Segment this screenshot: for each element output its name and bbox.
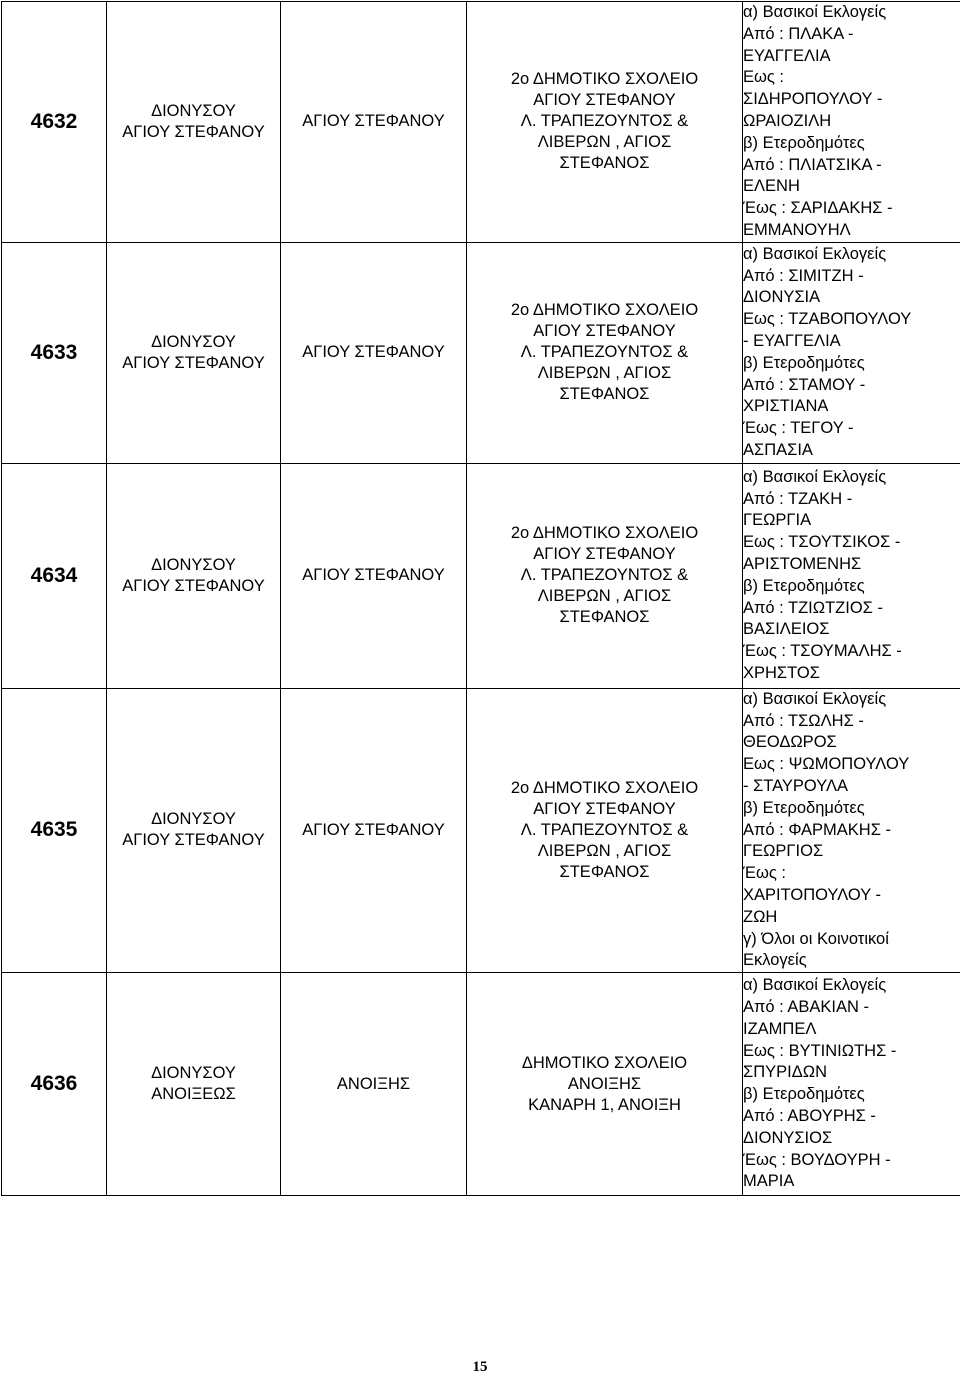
school-cell [467, 242, 743, 463]
voters-line: γ) Όλοι οι Κοινοτικοί [743, 929, 889, 948]
voters-line: Από : ΤΖΑΚΗ - [743, 489, 853, 508]
voters-line: α) Βασικοί Εκλογείς [743, 244, 887, 263]
school-line: ΑΝΟΙΞΗΣ [567, 1074, 642, 1093]
voters-line: α) Βασικοί Εκλογείς [743, 3, 887, 21]
school-line: ΣΤΕΦΑΝΟΣ [559, 862, 650, 881]
voters-line: ΕΥΑΓΓΕΛΙΑ [743, 46, 831, 65]
voters-line: - ΕΥΑΓΓΕΛΙΑ [743, 331, 841, 350]
voters-line: Έως : [743, 864, 786, 883]
voters-line: ΖΩΗ [743, 907, 778, 926]
district-cell: ΑΓΙΟΥ ΣΤΕΦΑΝΟΥ [281, 688, 467, 972]
station-number: 4633 [2, 242, 107, 463]
voters-line: ΕΛΕΝΗ [743, 177, 800, 196]
municipality-cell [107, 463, 281, 688]
municipality-cell [107, 688, 281, 972]
voters-line: ΣΙΔΗΡΟΠΟΥΛΟΥ - [743, 90, 883, 109]
voters-line: ΕΜΜΑΝΟΥΗΛ [743, 220, 851, 239]
school-line: ΛΙΒΕΡΩΝ , ΑΓΙΟΣ [537, 364, 672, 383]
voters-line: ΔΙΟΝΥΣΙΑ [743, 288, 821, 307]
municipality-line: ΑΓΙΟΥ ΣΤΕΦΑΝΟΥ [122, 576, 265, 595]
school-line: ΛΙΒΕΡΩΝ , ΑΓΙΟΣ [537, 133, 672, 152]
table-row [2, 688, 960, 972]
school-line: ΣΤΕΦΑΝΟΣ [559, 608, 650, 627]
voters-line: Από : ΤΣΩΛΗΣ - [743, 711, 864, 730]
voters-line: ΣΠΥΡΙΔΩΝ [743, 1063, 827, 1082]
municipality-line: ΔΙΟΝΥΣΟΥ [151, 810, 236, 829]
voters-line: ΑΡΙΣΤΟΜΕΝΗΣ [743, 554, 862, 573]
voters-line: β) Ετεροδημότες [743, 798, 865, 817]
voters-line: Έως : ΒΟΥΔΟΥΡΗ - [743, 1150, 891, 1169]
municipality-line: ΑΓΙΟΥ ΣΤΕΦΑΝΟΥ [122, 353, 265, 372]
voters-line: Έως : ΣΑΡΙΔΑΚΗΣ - [743, 199, 893, 218]
municipality-line: ΔΙΟΝΥΣΟΥ [151, 332, 236, 351]
municipality-line: ΑΓΙΟΥ ΣΤΕΦΑΝΟΥ [122, 122, 265, 141]
table-body [2, 2, 960, 1196]
voters-line: - ΣΤΑΥΡΟΥΛΑ [743, 776, 849, 795]
voters-line: Από : ΑΒΑΚΙΑΝ - [743, 997, 870, 1016]
voters-line: Από : ΣΤΑΜΟΥ - [743, 375, 866, 394]
voters-line: ΘΕΟΔΩΡΟΣ [743, 733, 837, 752]
district-cell: ΑΓΙΟΥ ΣΤΕΦΑΝΟΥ [281, 242, 467, 463]
voters-line: β) Ετεροδημότες [743, 1085, 865, 1104]
voters-line: Από : ΠΛΙΑΤΣΙΚΑ - [743, 155, 882, 174]
voters-line: β) Ετεροδημότες [743, 576, 865, 595]
school-line: ΑΓΙΟΥ ΣΤΕΦΑΝΟΥ [533, 322, 676, 341]
voters-range-cell [743, 463, 960, 688]
station-number: 4635 [2, 688, 107, 972]
school-line: Λ. ΤΡΑΠΕΖΟΥΝΤΟΣ & [520, 343, 689, 362]
voters-line: Εως : ΨΩΜΟΠΟΥΛΟΥ [743, 755, 910, 774]
voters-range-cell [743, 2, 960, 243]
voters-line: β) Ετεροδημότες [743, 353, 865, 372]
voters-line: α) Βασικοί Εκλογείς [743, 689, 887, 708]
voters-line: ΙΖΑΜΠΕΛ [743, 1019, 817, 1038]
polling-stations-table [1, 1, 960, 1196]
school-line: Λ. ΤΡΑΠΕΖΟΥΝΤΟΣ & [520, 820, 689, 839]
school-line: ΚΑΝΑΡΗ 1, ΑΝΟΙΞΗ [528, 1095, 681, 1114]
voters-line: Εως : [743, 68, 785, 87]
station-number: 4634 [2, 463, 107, 688]
voters-line: α) Βασικοί Εκλογείς [743, 467, 887, 486]
school-line: 2ο ΔΗΜΟΤΙΚΟ ΣΧΟΛΕΙΟ [510, 301, 699, 320]
district-cell: ΑΓΙΟΥ ΣΤΕΦΑΝΟΥ [281, 463, 467, 688]
voters-range-cell [743, 688, 960, 972]
voters-line: ΓΕΩΡΓΙΟΣ [743, 842, 824, 861]
school-line: ΔΗΜΟΤΙΚΟ ΣΧΟΛΕΙΟ [521, 1053, 688, 1072]
voters-range-cell [743, 242, 960, 463]
district-cell: ΑΓΙΟΥ ΣΤΕΦΑΝΟΥ [281, 2, 467, 243]
table-row [2, 2, 960, 243]
municipality-line: ΑΓΙΟΥ ΣΤΕΦΑΝΟΥ [122, 831, 265, 850]
table-row [2, 242, 960, 463]
voters-line: Από : ΠΛΑΚΑ - [743, 24, 854, 43]
school-line: ΑΓΙΟΥ ΣΤΕΦΑΝΟΥ [533, 799, 676, 818]
municipality-cell [107, 973, 281, 1196]
voters-line: ΧΑΡΙΤΟΠΟΥΛΟΥ - [743, 885, 881, 904]
voters-line: ΧΡΙΣΤΙΑΝΑ [743, 397, 829, 416]
district-cell: ΑΝΟΙΞΗΣ [281, 973, 467, 1196]
municipality-line: ΔΙΟΝΥΣΟΥ [151, 1064, 236, 1083]
voters-line: ΜΑΡΙΑ [743, 1172, 795, 1191]
voters-range-cell [743, 973, 960, 1196]
school-line: 2ο ΔΗΜΟΤΙΚΟ ΣΧΟΛΕΙΟ [510, 524, 699, 543]
table-row [2, 463, 960, 688]
voters-line: β) Ετεροδημότες [743, 133, 865, 152]
municipality-line: ΑΝΟΙΞΕΩΣ [151, 1085, 236, 1104]
school-cell [467, 973, 743, 1196]
voters-line: ΧΡΗΣΤΟΣ [743, 663, 820, 682]
voters-line: ΑΣΠΑΣΙΑ [743, 440, 813, 459]
voters-line: Εως : ΤΖΑΒΟΠΟΥΛΟΥ [743, 310, 912, 329]
voters-line: Από : ΦΑΡΜΑΚΗΣ - [743, 820, 891, 839]
voters-line: Έως : ΤΣΟΥΜΑΛΗΣ - [743, 642, 902, 661]
voters-line: Έως : ΤΕΓΟΥ - [743, 419, 854, 438]
station-number: 4632 [2, 2, 107, 243]
voters-line: Από : ΑΒΟΥΡΗΣ - [743, 1106, 876, 1125]
voters-line: α) Βασικοί Εκλογείς [743, 976, 887, 995]
voters-line: Εως : ΒΥΤΙΝΙΩΤΗΣ - [743, 1041, 897, 1060]
school-line: ΛΙΒΕΡΩΝ , ΑΓΙΟΣ [537, 841, 672, 860]
school-line: Λ. ΤΡΑΠΕΖΟΥΝΤΟΣ & [520, 112, 689, 131]
station-number: 4636 [2, 973, 107, 1196]
municipality-cell [107, 2, 281, 243]
school-line: Λ. ΤΡΑΠΕΖΟΥΝΤΟΣ & [520, 566, 689, 585]
voters-line: Από : ΤΖΙΩΤΖΙΟΣ - [743, 598, 883, 617]
municipality-line: ΔΙΟΝΥΣΟΥ [151, 555, 236, 574]
voters-line: ΓΕΩΡΓΙΑ [743, 511, 812, 530]
voters-line: Εως : ΤΣΟΥΤΣΙΚΟΣ - [743, 533, 901, 552]
school-cell [467, 2, 743, 243]
school-line: 2ο ΔΗΜΟΤΙΚΟ ΣΧΟΛΕΙΟ [510, 778, 699, 797]
municipality-cell [107, 242, 281, 463]
school-line: ΣΤΕΦΑΝΟΣ [559, 154, 650, 173]
municipality-line: ΔΙΟΝΥΣΟΥ [151, 101, 236, 120]
school-cell [467, 463, 743, 688]
school-line: ΛΙΒΕΡΩΝ , ΑΓΙΟΣ [537, 587, 672, 606]
voters-line: Από : ΣΙΜΙΤΖΗ - [743, 266, 864, 285]
page-number: 15 [472, 1359, 488, 1375]
school-cell [467, 688, 743, 972]
table-row [2, 973, 960, 1196]
school-line: ΣΤΕΦΑΝΟΣ [559, 385, 650, 404]
school-line: ΑΓΙΟΥ ΣΤΕΦΑΝΟΥ [533, 545, 676, 564]
voters-line: Εκλογείς [743, 951, 807, 970]
school-line: 2ο ΔΗΜΟΤΙΚΟ ΣΧΟΛΕΙΟ [510, 70, 699, 89]
voters-line: ΩΡΑΙΟΖΙΛΗ [743, 111, 832, 130]
voters-line: ΒΑΣΙΛΕΙΟΣ [743, 620, 830, 639]
school-line: ΑΓΙΟΥ ΣΤΕΦΑΝΟΥ [533, 91, 676, 110]
voters-line: ΔΙΟΝΥΣΙΟΣ [743, 1128, 833, 1147]
